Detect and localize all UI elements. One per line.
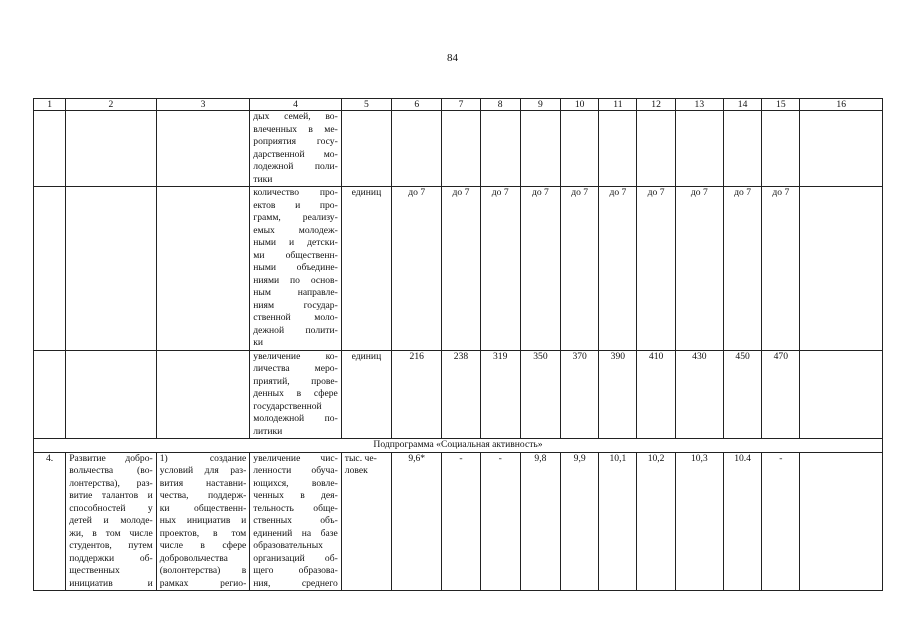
column-number-6: 6 <box>392 99 442 111</box>
value-cell <box>442 111 480 187</box>
empty-cell <box>156 350 250 439</box>
value-cell: 450 <box>723 350 761 439</box>
value-cell: до 7 <box>637 187 675 351</box>
subprogram-title: Подпрограмма «Социальная активность» <box>34 439 883 453</box>
value-cell: до 7 <box>675 187 723 351</box>
value-cell: 216 <box>392 350 442 439</box>
unit-cell: единиц <box>341 187 391 351</box>
value-cell <box>392 111 442 187</box>
column-number-9: 9 <box>520 99 560 111</box>
text-line: ленности обуча- <box>253 465 338 476</box>
column-number-2: 2 <box>66 99 157 111</box>
text-line: тыс. че- <box>344 452 377 464</box>
note-cell <box>800 350 883 439</box>
text-line: щего образова- <box>253 565 338 576</box>
empty-cell <box>34 350 66 439</box>
text-line: ниям государ- <box>253 299 338 311</box>
text-line: литики <box>253 425 283 437</box>
value-cell: до 7 <box>561 187 599 351</box>
value-cell: до 7 <box>762 187 800 351</box>
text-line: государственной <box>253 400 322 412</box>
text-line: личества меро- <box>253 363 338 374</box>
table-row <box>34 452 883 591</box>
text-line: емых молодеж- <box>253 224 338 236</box>
value-cell: 238 <box>442 350 480 439</box>
text-line: проектов, в том <box>159 527 247 539</box>
column-number-15: 15 <box>762 99 800 111</box>
value-cell <box>762 111 800 187</box>
text-line: увеличение ко- <box>253 350 338 362</box>
value-cell: до 7 <box>442 187 480 351</box>
subprogram-row <box>34 439 883 453</box>
column-number-16: 16 <box>800 99 883 111</box>
text-line: жи, в том числе <box>69 527 153 539</box>
text-line: 1) создание <box>159 452 247 464</box>
text-line: вольчества (во- <box>69 465 153 476</box>
value-cell: до 7 <box>599 187 637 351</box>
text-line: вития наставни- <box>159 477 247 489</box>
empty-cell <box>156 187 250 351</box>
value-cell: 9,6* <box>392 452 442 591</box>
value-cell <box>561 111 599 187</box>
value-cell: 430 <box>675 350 723 439</box>
text-line: ния, среднего <box>253 577 338 589</box>
value-cell: 470 <box>762 350 800 439</box>
text-line: увеличение чис- <box>253 452 338 464</box>
value-cell: - <box>762 452 800 591</box>
text-line: лодежной поли- <box>253 161 338 172</box>
text-line: ственных объ- <box>253 515 338 526</box>
text-line: образовательных <box>253 540 323 551</box>
empty-cell <box>66 187 157 351</box>
text-line: инициатив и <box>69 577 153 589</box>
value-cell <box>599 111 637 187</box>
text-line: ми общественн- <box>253 249 338 261</box>
column-number-11: 11 <box>599 99 637 111</box>
column-number-1: 1 <box>34 99 66 111</box>
text-line: ным направле- <box>253 287 338 298</box>
text-line: условий для раз- <box>159 465 247 476</box>
value-cell: до 7 <box>723 187 761 351</box>
text-line: чества, поддерж- <box>159 490 247 501</box>
table-row <box>34 111 883 187</box>
table-row <box>34 187 883 351</box>
empty-cell <box>34 111 66 187</box>
empty-cell <box>66 111 157 187</box>
column-number-7: 7 <box>442 99 480 111</box>
text-line: дежной полити- <box>253 324 338 336</box>
value-cell: 10,3 <box>675 452 723 591</box>
value-cell <box>723 111 761 187</box>
text-line: лонтерства), раз- <box>69 477 153 489</box>
value-cell <box>520 111 560 187</box>
unit-cell <box>341 111 391 187</box>
note-cell <box>800 111 883 187</box>
text-line: грамм, реализу- <box>253 212 338 223</box>
unit-cell: единиц <box>341 350 391 439</box>
text-line: рамках регио- <box>159 577 247 589</box>
unit-cell <box>341 452 391 591</box>
value-cell: 9,8 <box>520 452 560 591</box>
text-line: ловек <box>344 465 368 476</box>
text-line: молодежной по- <box>253 413 338 424</box>
value-cell: до 7 <box>392 187 442 351</box>
text-line: ственной моло- <box>253 312 338 323</box>
note-cell <box>800 187 883 351</box>
text-line: детей и молоде- <box>69 515 153 526</box>
column-number-5: 5 <box>341 99 391 111</box>
column-number-8: 8 <box>480 99 520 111</box>
empty-cell <box>66 350 157 439</box>
text-line: ными объедине- <box>253 262 338 273</box>
column-number-14: 14 <box>723 99 761 111</box>
column-number-13: 13 <box>675 99 723 111</box>
text-line: дарственной мо- <box>253 148 338 160</box>
value-cell: 9,9 <box>561 452 599 591</box>
value-cell: до 7 <box>480 187 520 351</box>
text-line: тики <box>253 173 273 185</box>
value-cell <box>675 111 723 187</box>
text-line: количество про- <box>253 187 338 198</box>
text-line: способностей у <box>69 502 153 514</box>
value-cell: 370 <box>561 350 599 439</box>
text-line: тельность обще- <box>253 502 338 514</box>
text-line: денных в сфере <box>253 388 338 399</box>
text-line: ектов и про- <box>253 199 338 211</box>
empty-cell <box>156 111 250 187</box>
row-number: 4. <box>34 452 66 591</box>
value-cell <box>637 111 675 187</box>
text-line: витие талантов и <box>69 490 153 501</box>
value-cell: до 7 <box>520 187 560 351</box>
text-line: поддержки об- <box>69 552 153 564</box>
empty-cell <box>34 187 66 351</box>
note-cell <box>800 452 883 591</box>
text-line: роприятия госу- <box>253 136 338 147</box>
page-number: 84 <box>447 52 458 64</box>
text-line: ниями по основ- <box>253 274 338 286</box>
indicator-table <box>33 98 883 591</box>
text-line: ными и детски- <box>253 237 338 248</box>
text-line: приятий, прове- <box>253 375 338 387</box>
value-cell: 319 <box>480 350 520 439</box>
text-line: ных инициатив и <box>159 515 247 526</box>
text-line: ющихся, вовле- <box>253 477 338 489</box>
value-cell <box>480 111 520 187</box>
measure-cell <box>156 452 250 591</box>
value-cell: 410 <box>637 350 675 439</box>
column-number-10: 10 <box>561 99 599 111</box>
value-cell: 10,2 <box>637 452 675 591</box>
indicator-cell <box>250 111 342 187</box>
text-line: добровольчества <box>159 552 228 564</box>
text-line: организаций об- <box>253 552 338 564</box>
indicator-cell <box>250 452 342 591</box>
text-line: Развитие добро- <box>69 452 153 464</box>
text-line: щественных <box>69 565 120 576</box>
task-cell <box>66 452 157 591</box>
text-line: ки общественн- <box>159 502 247 514</box>
text-line: единений на базе <box>253 527 338 539</box>
value-cell: 10.4 <box>723 452 761 591</box>
table-row <box>34 350 883 439</box>
text-line: ки <box>253 337 264 348</box>
header-row <box>34 99 883 111</box>
text-line: влеченных в ме- <box>253 123 338 135</box>
value-cell: - <box>480 452 520 591</box>
column-number-4: 4 <box>250 99 342 111</box>
column-number-12: 12 <box>637 99 675 111</box>
value-cell: 10,1 <box>599 452 637 591</box>
value-cell: 350 <box>520 350 560 439</box>
value-cell: - <box>442 452 480 591</box>
value-cell: 390 <box>599 350 637 439</box>
text-line: студентов, путем <box>69 540 153 551</box>
text-line: ченных в дея- <box>253 490 338 501</box>
indicator-cell <box>250 350 342 439</box>
column-number-3: 3 <box>156 99 250 111</box>
text-line: числе в сфере <box>159 540 247 551</box>
indicator-cell <box>250 187 342 351</box>
text-line: дых семей, во- <box>253 111 338 122</box>
text-line: (волонтерства) в <box>159 565 247 576</box>
